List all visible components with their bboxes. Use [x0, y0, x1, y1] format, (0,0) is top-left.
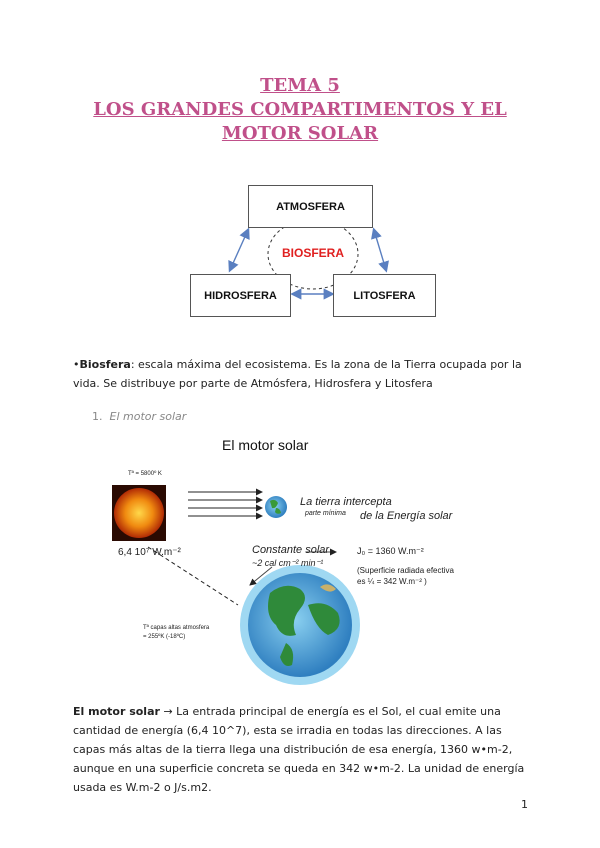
list-item [92, 410, 186, 423]
litosfera-box: LITOSFERA [333, 274, 436, 317]
list-item-label: El motor solar [109, 410, 187, 423]
list-number: 1. [92, 410, 103, 423]
figure-title: El motor solar [222, 437, 309, 453]
title-line-3: MOTOR SOLAR [221, 123, 379, 144]
intercept-line-3: de la Energía solar [360, 510, 453, 522]
sun-power: 6,4 10⁷ W.m⁻² [118, 547, 181, 558]
motor-solar-text: La entrada principal de energía es el Sol, el cual emite una cantidad de energía (6,4 10^7), esta se irradia en todas las direcciones. A las capas más altas de la tierra llega una distribución de esa energía, 1360 w•m-2, aunque en una superficie concreta se queda en 342 w•m-2. La unidad de energía usada es W.m-2 o J/s.m2. [73, 705, 525, 794]
jo-value: J₀ = 1360 W.m⁻² [357, 546, 424, 556]
atmosfera-box: ATMOSFERA [248, 185, 373, 228]
bullet: • [73, 358, 80, 371]
sun-temperature: Tª = 5800º K [128, 471, 162, 477]
superficie-line-1: (Superficie radiada efectiva [357, 566, 454, 575]
capas-line-1: Tª capas altas atmosfera [143, 625, 210, 631]
page-number: 1 [521, 798, 528, 811]
hidrosfera-box: HIDROSFERA [190, 274, 291, 317]
constante-solar: Constante solar [252, 544, 330, 556]
motor-solar-paragraph [73, 702, 533, 797]
arrow-symbol: → [163, 705, 173, 718]
title-line-2: LOS GRANDES COMPARTIMENTOS Y EL [93, 99, 507, 120]
biosfera-term: Biosfera [79, 358, 131, 371]
biosfera-text: : escala máxima del ecosistema. Es la zona de la Tierra ocupada por la vida. Se distribuye por parte de Atmósfera, Hidrosfera y Litosfera [73, 358, 522, 390]
biosfera-label: BIOSFERA [281, 246, 344, 260]
intercept-line-2: parte mínima [305, 510, 346, 517]
capas-line-2: = 255ºK (-18ºC) [143, 634, 186, 640]
motor-solar-term: El motor solar [73, 705, 160, 718]
biosfera-paragraph [73, 355, 533, 393]
intercept-line-1: La tierra intercepta [300, 496, 392, 508]
title-line-1: TEMA 5 [260, 75, 340, 96]
superficie-line-2: es ¼ = 342 W.m⁻² ) [357, 577, 427, 586]
constante-cal: ~2 cal cm⁻² min⁻¹ [252, 558, 324, 568]
